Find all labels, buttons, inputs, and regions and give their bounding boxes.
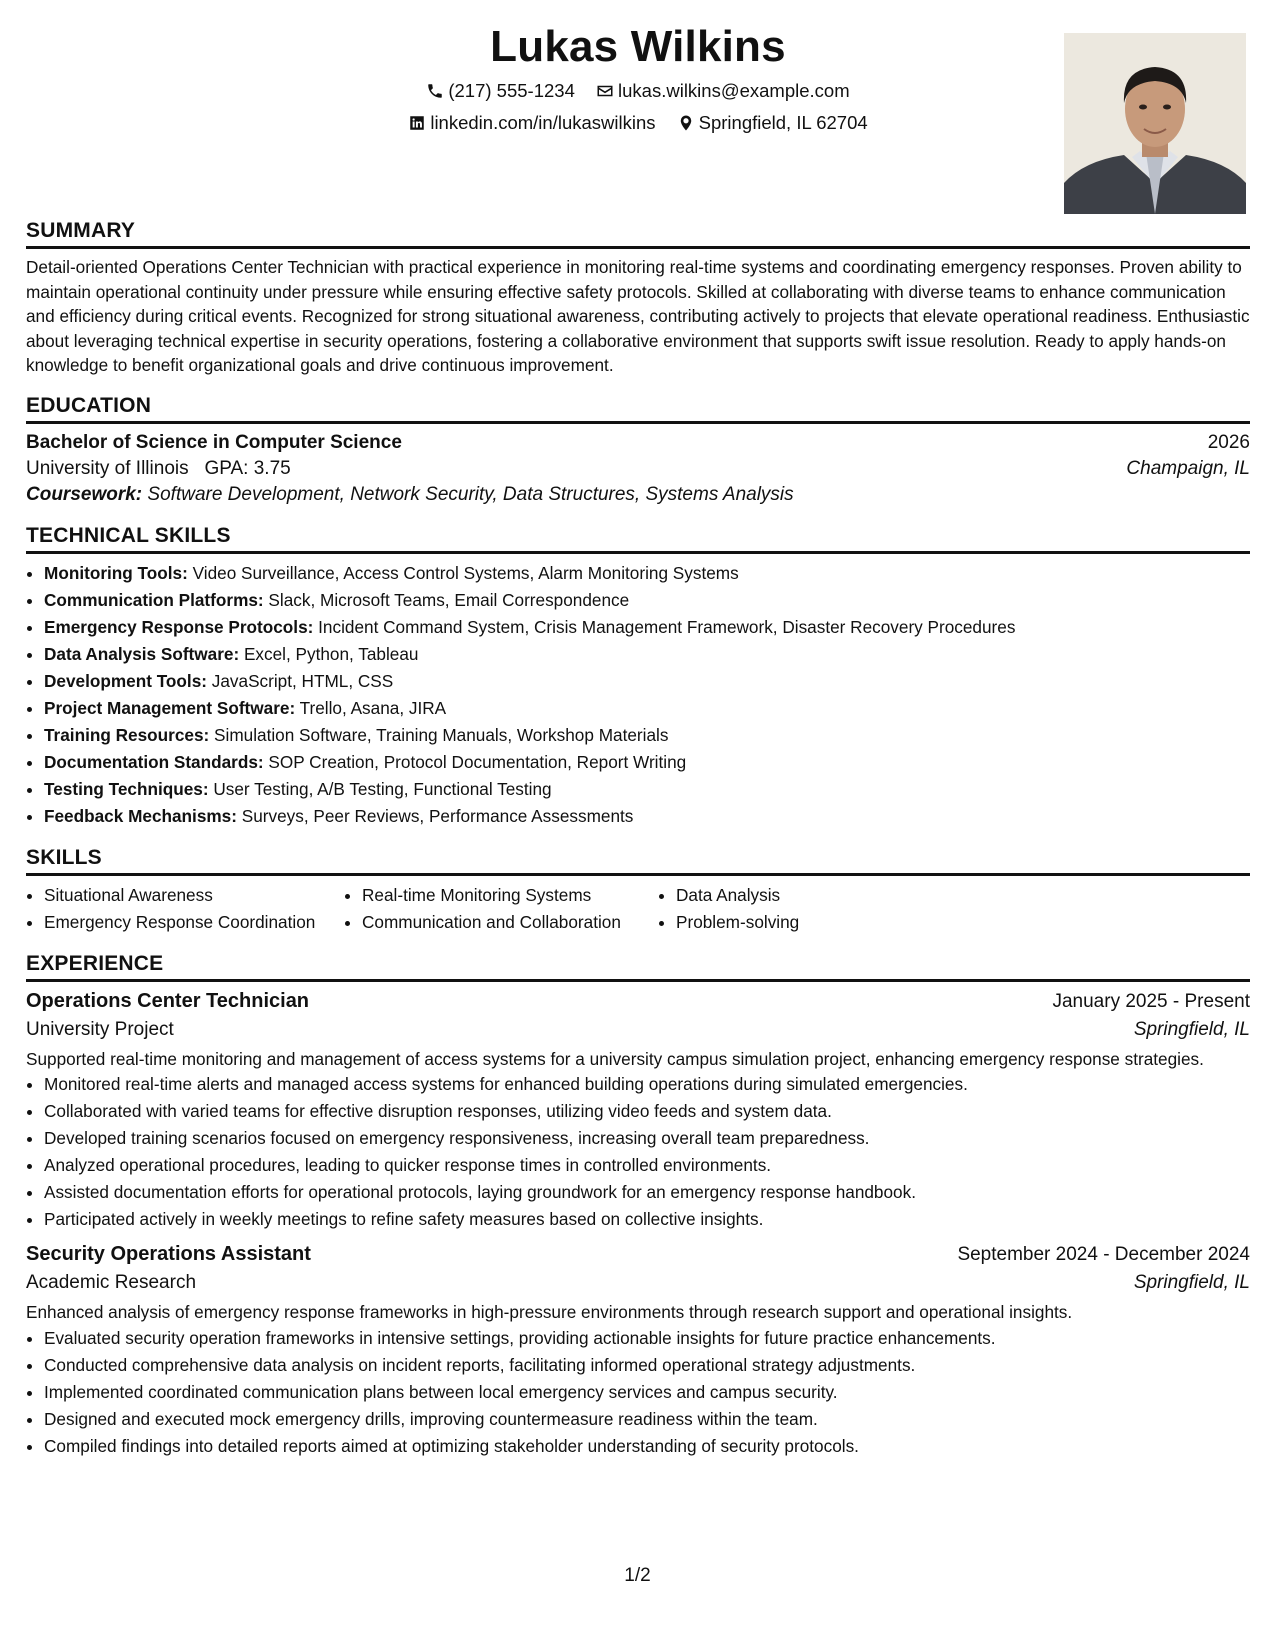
education-gpa: GPA: 3.75 [204,457,291,479]
education-degree-row [26,432,1250,454]
coursework-label: Coursework: [26,483,143,505]
job-org-row [26,1019,1250,1041]
technical-skill-item [44,668,1250,695]
skill-item: • Data Analysis [676,882,936,909]
coursework-list: Software Development, Network Security, Data Structures, Systems Analysis [147,483,794,505]
technical-skill-item [44,614,1250,641]
skills-grid [26,882,1250,936]
email-icon [596,82,614,100]
skill-item: • Situational Awareness [44,882,344,909]
phone-icon [426,82,444,100]
skill-label: Monitoring Tools: [44,562,188,583]
technical-skills-list [26,560,1250,830]
skill-label: Communication Platforms: [44,589,264,610]
skill-item: • Real-time Monitoring Systems [362,882,658,909]
linkedin-contact[interactable] [408,112,655,134]
skill-value: Excel, Python, Tableau [243,643,419,664]
technical-skill-item [44,695,1250,722]
skills-heading: SKILLS [26,846,1250,876]
skill-label: Development Tools: [44,670,207,691]
skills-column-3 [658,882,936,936]
email-contact[interactable] [596,80,850,102]
resume-header [26,0,1250,215]
summary-text: Detail-oriented Operations Center Technician with practical experience in monitoring real-time systems and coordinating emergency responses. Proven ability to maintain operational continuity under pressure while ensuring effective safety protocols. Skilled at collaborating with diverse teams to enhance communication and efficiency during critical events. Recognized for strong situational awareness, contributing actively to projects that elevate operational readiness. Enthusiastic about leveraging technical expertise in security operations, fostering a collaborative environment that supports swift issue resolution. Ready to apply hands-on knowledge to benefit organizational goals and drive continuous improvement. [26,257,1250,375]
job-bullet: • Participated actively in weekly meetings to refine safety measures based on collective insights. [44,1206,1250,1233]
skill-label: Emergency Response Protocols: [44,616,314,637]
skill-label: Feedback Mechanisms: [44,805,237,826]
skill-value: Surveys, Peer Reviews, Performance Assessments [241,805,634,826]
job-dates: January 2025 - Present [1052,990,1250,1012]
email-text[interactable]: lukas.wilkins@example.com [618,80,850,101]
job-org: Academic Research [26,1272,197,1293]
education-school-row [26,458,1250,480]
job-bullet: • Monitored real-time alerts and managed access systems for enhanced building operations during simulated emergencies. [44,1071,1250,1098]
job-bullet: • Compiled findings into detailed reports aimed at optimizing stakeholder understanding of security protocols. [44,1433,1250,1460]
skill-label: Training Resources: [44,724,210,745]
job-bullet: • Evaluated security operation frameworks in intensive settings, providing actionable insights for future practice enhancements. [44,1325,1250,1352]
linkedin-icon [408,114,426,132]
job-entry [26,990,1250,1234]
profile-photo [1064,33,1246,214]
technical-skill-item [44,587,1250,614]
technical-skill-item [44,803,1250,830]
education-degree: Bachelor of Science in Computer Science [26,431,402,453]
skill-value: User Testing, A/B Testing, Functional Testing [213,778,552,799]
location-pin-icon [677,114,695,132]
job-entry [26,1243,1250,1460]
job-description: Supported real-time monitoring and management of access systems for a university campus simulation project, enhancing emergency response strategies. [26,1048,1204,1069]
skills-column-2 [344,882,658,936]
education-school-line [26,458,291,480]
skill-value: Trello, Asana, JIRA [299,697,447,718]
skill-item: • Communication and Collaboration [362,909,658,936]
skill-value: Slack, Microsoft Teams, Email Correspondence [268,589,630,610]
job-bullet: • Assisted documentation efforts for operational protocols, laying groundwork for an emergency response handbook. [44,1179,1250,1206]
job-location: Springfield, IL [1133,1272,1250,1293]
page-number: 1/2 [624,1565,651,1586]
job-bullet: • Collaborated with varied teams for effective disruption responses, utilizing video feeds and system data. [44,1098,1250,1125]
education-coursework [26,484,1250,506]
job-location: Springfield, IL [1133,1018,1250,1040]
phone-text: (217) 555-1234 [448,80,575,101]
job-dates: September 2024 - December 2024 [957,1244,1250,1265]
technical-skills-heading: TECHNICAL SKILLS [26,524,1250,554]
job-bullet: • Implemented coordinated communication plans between local emergency services and campus security. [44,1379,1250,1406]
job-org-row [26,1272,1250,1294]
education-location: Champaign, IL [1126,457,1250,479]
job-org: University Project [26,1018,174,1040]
technical-skill-item [44,749,1250,776]
skill-label: Data Analysis Software: [44,643,240,664]
experience-section [26,952,1250,1460]
skill-label: Project Management Software: [44,697,296,718]
job-bullets [26,1325,1250,1460]
skill-value: SOP Creation, Protocol Documentation, Report Writing [268,751,687,772]
location-text: Springfield, IL 62704 [698,112,868,133]
job-bullet: • Developed training scenarios focused on emergency responsiveness, increasing overall team preparedness. [44,1125,1250,1152]
job-bullet: • Analyzed operational procedures, leading to quicker response times in controlled environments. [44,1152,1250,1179]
skills-section [26,846,1250,936]
skill-label: Documentation Standards: [44,751,264,772]
phone-contact [426,80,575,102]
summary-heading: SUMMARY [26,219,1250,249]
job-title-row [26,1243,1250,1266]
technical-skill-item [44,776,1250,803]
skill-value: JavaScript, HTML, CSS [211,670,394,691]
summary-section [26,219,1250,378]
education-year: 2026 [1207,431,1250,453]
job-description: Enhanced analysis of emergency response frameworks in high-pressure environments through research support and operational insights. [26,1302,1073,1322]
job-title-row [26,990,1250,1013]
experience-heading: EXPERIENCE [26,952,1250,982]
job-title: Security Operations Assistant [26,1243,311,1265]
education-heading: EDUCATION [26,394,1250,424]
job-bullets [26,1071,1250,1233]
skills-column-1 [26,882,344,936]
technical-skills-section [26,524,1250,830]
candidate-name: Lukas Wilkins [490,22,786,71]
technical-skill-item [44,560,1250,587]
education-section [26,394,1250,506]
skill-value: Simulation Software, Training Manuals, Workshop Materials [214,724,669,745]
location-contact [677,112,868,134]
resume-page [26,0,1250,1460]
job-bullet: • Conducted comprehensive data analysis on incident reports, facilitating informed operational strategy adjustments. [44,1352,1250,1379]
technical-skill-item [44,722,1250,749]
skill-item: • Problem-solving [676,909,936,936]
linkedin-text[interactable]: linkedin.com/in/lukaswilkins [430,112,656,133]
job-bullet: • Designed and executed mock emergency drills, improving countermeasure readiness within the team. [44,1406,1250,1433]
skill-item: • Emergency Response Coordination [44,909,344,936]
skill-value: Incident Command System, Crisis Management Framework, Disaster Recovery Procedures [318,616,1016,637]
skill-value: Video Surveillance, Access Control Systems, Alarm Monitoring Systems [192,562,739,583]
skill-label: Testing Techniques: [44,778,209,799]
job-title: Operations Center Technician [26,989,310,1012]
technical-skill-item [44,641,1250,668]
education-school: University of Illinois [26,457,189,479]
